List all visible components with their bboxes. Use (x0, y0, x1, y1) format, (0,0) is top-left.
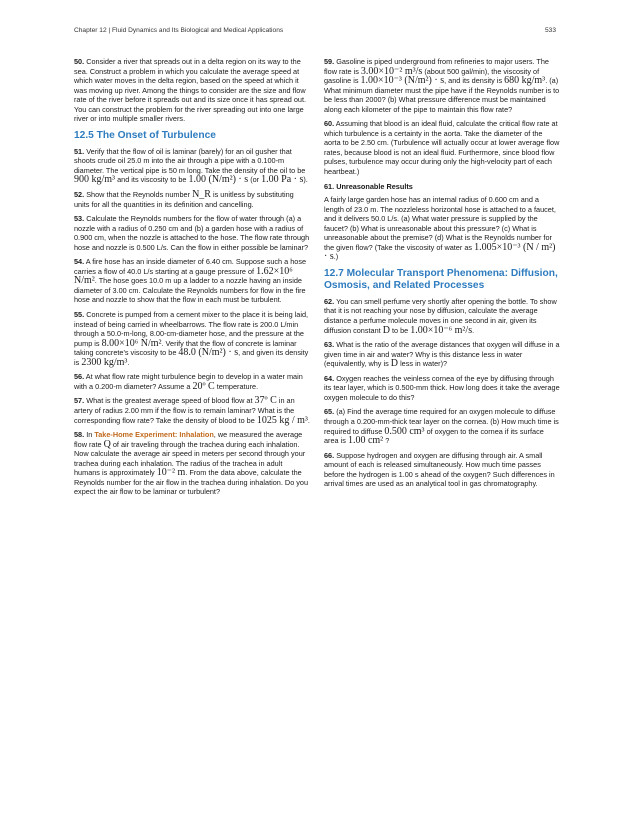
problem-62: 62. You can smell perfume very shortly after opening the bottle. To show that it is not reaching your nose by diffusion, calculate the average distance a perfume molecule moves in one second in air, given its diffusion constant D to be 1.00×10⁻⁶ m²/s. (324, 296, 557, 336)
problem-60: 60. Assuming that blood is an ideal fluid, calculate the critical flow rate at which turbulence is a certainty in the aorta. Take the diameter of the aorta to be 2.50 cm. (Turbulence will actually occur at lower average flow rates, because blood is not an ideal fluid. Furthermore, since blood flow pulses, turbulence may occur during only the high-velocity part of each heartbeat.) (324, 119, 560, 177)
page-header (74, 27, 556, 37)
problem-57: 57. What is the greatest average speed of blood flow at 37º C in an artery of radius 2.00 mm if the flow is to remain laminar? What is the corresponding flow rate? Take the density of blood to be 1025 kg / m³. (74, 395, 310, 426)
math-expression: 48.0 (N/m²) · s (178, 347, 239, 359)
math-expression: 1.00 (N/m²) · s (188, 174, 249, 186)
problem-61-title: 61. Unreasonable Results (324, 181, 413, 191)
section-heading-12-7: 12.7 Molecular Transport Phenomena: Diffusion, Osmosis, and Related Processes (324, 267, 558, 291)
math-expression: 37º C (254, 395, 277, 407)
page-number: 533 (544, 27, 556, 34)
math-expression: 1025 kg / m³ (256, 414, 308, 426)
experiment-link[interactable]: Take-Home Experiment: Inhalation (94, 430, 214, 440)
problem-63: 63. What is the ratio of the average distances that oxygen will diffuse in a given time in air and water? Why is this distance less in water (equivalently, why is D less in water)? (324, 340, 560, 370)
problem-66: 66. Suppose hydrogen and oxygen are diffusing through air. A small amount of each is released simultaneously. How much time passes before the hydrogen is 1.00 s ahead of the oxygen? Such differences in arrival times are used as an analytical tool in gas chromatography. (324, 450, 555, 489)
section-heading-12-5: 12.5 The Onset of Turbulence (74, 129, 216, 141)
math-expression: 10⁻² m (156, 467, 186, 479)
math-expression: 8.00×10⁶ N/m² (101, 337, 162, 349)
problem-55: 55. Concrete is pumped from a cement mixer to the place it is being laid, instead of being carried in wheelbarrows. The flow rate is 200.0 L/min through a 50.0-m-long, 8.00-cm-diameter hose, and the pressure at the pump is 8.00×10⁶ N/m². Verify that the flow of concrete is laminar taking concrete's viscosity to be 48.0 (N/m²) · s, and given its density is 2300 kg/m³. (74, 310, 309, 368)
math-expression: 2300 kg/m³ (81, 356, 128, 368)
math-expression: 1.00 cm² (347, 435, 384, 447)
math-expression: 3.00×10⁻² m³/s (360, 65, 423, 77)
math-expression: 1.005×10⁻³ (N / m²) · s (324, 241, 556, 263)
math-expression: 1.62×10⁶ N/m² (74, 265, 293, 287)
problem-64: 64. Oxygen reaches the veinless cornea of the eye by diffusing through its tear layer, which is 0.500-mm thick. How long does it take the average oxygen molecule to do this? (324, 373, 560, 402)
math-expression: 900 kg/m³ (74, 174, 116, 186)
problem-50: 50. Consider a river that spreads out in a delta region on its way to the sea. Construct a problem in which you calculate the average speed at which water moves in the delta region, based on the speed at which it was moving up river. Among the things to consider are the size and flow rate of the river before it spreads out and its size once it has spread out. You can construct the problem for the river spreading out into one large river or into multiple smaller rivers. (74, 57, 307, 124)
problem-53: 53. Calculate the Reynolds numbers for the flow of water through (a) a nozzle with a radius of 0.250 cm and (b) a garden hose with a radius of 0.900 cm, when the nozzle is attached to the hose. The flow rate through hose and nozzle is 0.500 L/s. Can the flow in either possible be laminar? (74, 214, 310, 252)
math-expression: Q (103, 438, 111, 450)
problem-56: 56. At what flow rate might turbulence begin to develop in a water main with a 0.200-m diameter? Assume a 20º C temperature. (74, 372, 303, 392)
math-expression: 20º C (192, 380, 215, 392)
chapter-title: Chapter 12 | Fluid Dynamics and Its Biological and Medical Applications (74, 27, 284, 34)
problem-61: A fairly large garden hose has an internal radius of 0.600 cm and a length of 23.0 m. The nozzleless horizontal hose is attached to a faucet, and it delivers 50.0 L/s. (a) What water pressure is supplied by the faucet? (b) What is unreasonable about this pressure? (c) What is unreasonable about the premise? (d) What is the Reynolds number for the given flow? (Take the viscosity of water as 1.005×10⁻³ (N / m²) · s.) (324, 195, 556, 263)
math-expression: D (382, 324, 390, 336)
math-expression: 0.500 cm³ (384, 425, 425, 437)
math-expression: D (390, 358, 399, 370)
math-expression: 1.00×10⁻³ (N/m²) · s (360, 75, 445, 87)
problem-54: 54. A fire hose has an inside diameter of 6.40 cm. Suppose such a hose carries a flow of 40.0 L/s starting at a gauge pressure of 1.62×10⁶ N/m². The hose goes 10.0 m up a ladder to a nozzle having an inside diameter of 3.00 cm. Calculate the Reynolds numbers for flow in the fire hose and nozzle to show that the flow in each must be turbulent. (74, 257, 307, 305)
problem-58: 58. In Take-Home Experiment: Inhalation, we measured the average flow rate Q of air traveling through the trachea during each inhalation. Now calculate the average air speed in meters per second through your trachea during each inhalation. The radius of the trachea in adult humans is approximately 10⁻² m. From the data above, calculate the Reynolds number for the air flow in the trachea during inhalation. Do you expect the air flow to be laminar or turbulent? (74, 430, 309, 497)
left-column (74, 57, 310, 502)
math-expression: 1.00×10⁻⁶ m²/s (410, 324, 473, 336)
right-column (324, 57, 560, 494)
problem-52: 52. Show that the Reynolds number N_R is unitless by substituting units for all the quantities in its definition and cancelling. (74, 189, 294, 209)
problem-51: 51. Verify that the flow of oil is laminar (barely) for an oil gusher that shoots crude oil 25.0 m into the air through a pipe with a 0.100-m diameter. The vertical pipe is 50 m long. Take the density of the oil to be 900 kg/m³ and its viscosity to be 1.00 (N/m²) · s (or 1.00 Pa · s). (74, 146, 308, 186)
problem-59: 59. Gasoline is piped underground from refineries to major users. The flow rate is 3.00×10⁻² m³/s (about 500 gal/min), the viscosity of gasoline is 1.00×10⁻³ (N/m²) · s, and its density is 680 kg/m³. (a) What minimum diameter must the pipe have if the Reynolds number is to be less than 2000? (b) What pressure difference must be maintained along each kilometer of the pipe to maintain this flow rate? (324, 57, 560, 114)
math-expression: 1.00 Pa · s (261, 174, 304, 186)
math-expression: 680 kg/m³ (504, 75, 546, 87)
problem-65: 65. (a) Find the average time required for an oxygen molecule to diffuse through a 0.200-mm-thick tear layer on the cornea. (b) How much time is required to diffuse 0.500 cm³ of oxygen to the cornea if its surface area is 1.00 cm² ? (324, 407, 559, 447)
math-expression: N_R (192, 189, 211, 201)
